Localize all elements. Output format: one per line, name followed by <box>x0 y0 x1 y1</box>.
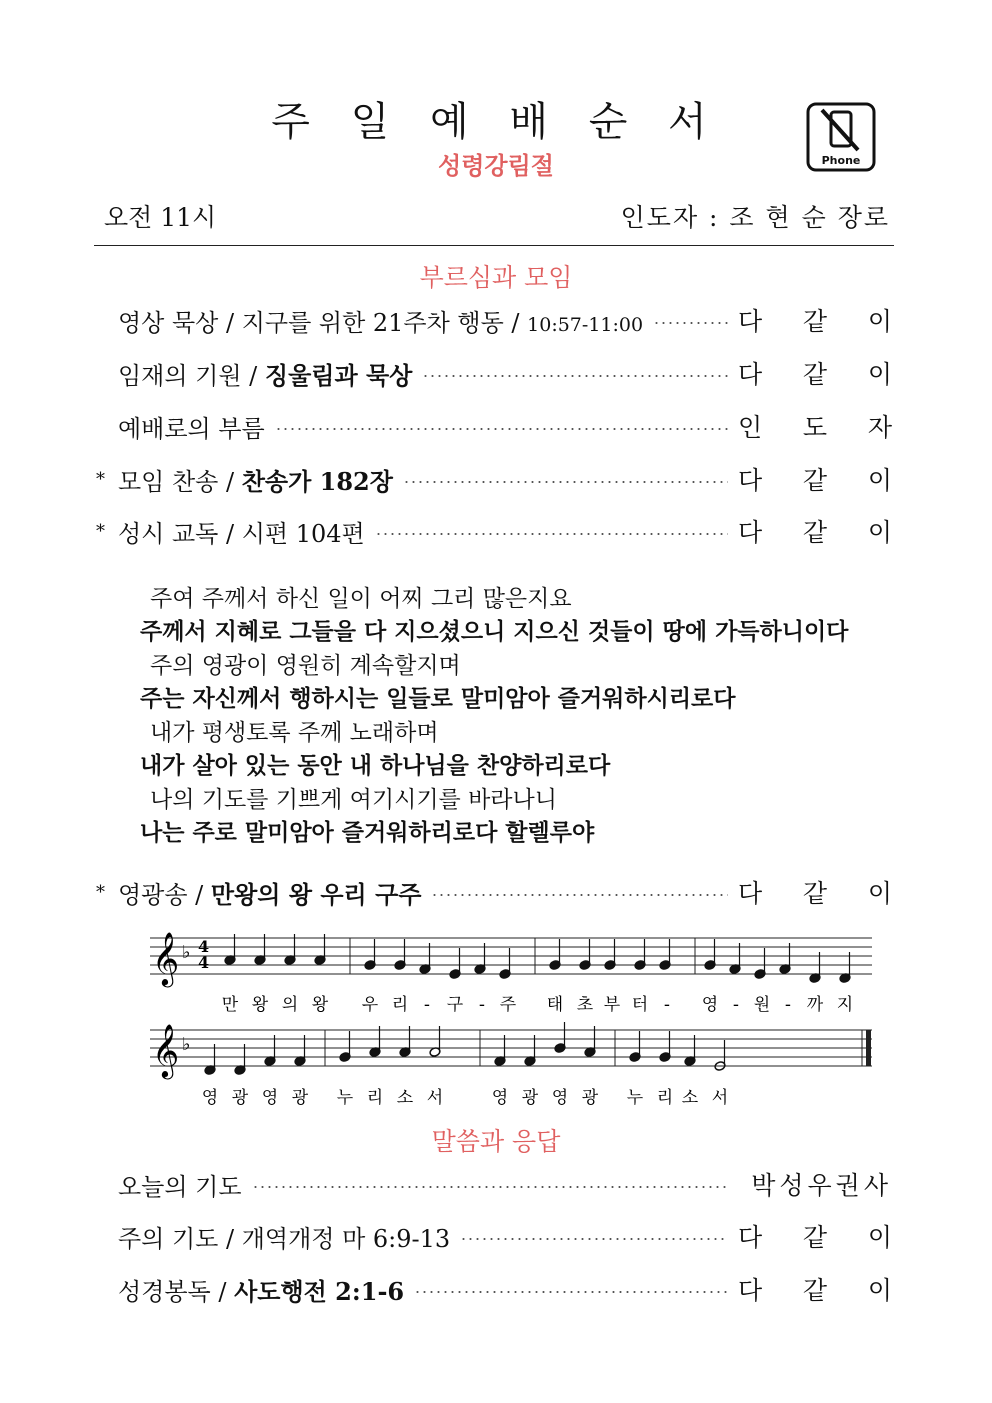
page-subtitle: 성령강림절 <box>438 152 554 180</box>
order-item-text: 오늘의 기도 <box>118 1172 242 1201</box>
lyric-syllable: - <box>663 995 671 1015</box>
order-item-who: 다 같 이 <box>738 360 892 389</box>
lyric-syllable: - <box>423 995 431 1015</box>
order-item-text: 성시 교독 / 시편 104편 <box>118 519 365 548</box>
order-item-text: 임재의 기원 / 징울림과 묵상 <box>118 360 413 390</box>
order-item <box>96 874 892 910</box>
order-item <box>96 1166 892 1202</box>
leader-dots <box>275 428 728 430</box>
lyric-syllable: 리 <box>366 1088 384 1108</box>
lyric-syllable: 초 <box>576 995 594 1015</box>
order-item <box>96 1271 892 1307</box>
order-item-text: 영상 묵상 / 지구를 위한 21주차 행동 / 10:57-11:00 <box>118 308 644 337</box>
lyric-syllable: 리 <box>656 1088 674 1108</box>
lyric-syllable: 원 <box>753 995 771 1015</box>
order-item-who: 다 같 이 <box>738 518 892 547</box>
lyric-syllable: 왕 <box>251 995 269 1015</box>
time-signature-bottom: 4 <box>198 953 210 972</box>
order-item <box>96 408 892 444</box>
psalm-response-line: 내가 살아 있는 동안 내 하나님을 찬양하리로다 <box>140 753 611 779</box>
lyric-syllable: 영 <box>261 1088 279 1108</box>
leader-dots <box>422 375 728 377</box>
flat-icon: ♭ <box>182 942 191 963</box>
lyric-syllable: 영 <box>491 1088 509 1108</box>
service-time: 오전 11시 <box>104 203 217 232</box>
leader-dots <box>252 1186 728 1188</box>
order-item-who: 다 같 이 <box>738 879 892 908</box>
lyric-syllable: 누 <box>336 1088 354 1108</box>
treble-clef-icon: 𝄞 <box>152 931 180 985</box>
order-item-text: 주의 기도 / 개역개정 마 6:9-13 <box>118 1224 451 1253</box>
lyric-syllable: 부 <box>603 995 621 1015</box>
order-item <box>96 302 892 338</box>
leader-dots <box>403 481 728 483</box>
order-item <box>96 355 892 391</box>
lyric-syllable: 광 <box>291 1088 309 1108</box>
leader-dots <box>375 533 728 535</box>
order-item-text: 예배로의 부름 <box>118 414 265 443</box>
psalm-lead-line: 주의 영광이 영원히 계속할지며 <box>150 653 461 679</box>
no-phone-icon <box>806 102 876 172</box>
treble-clef-icon: 𝄞 <box>152 1023 180 1077</box>
staff-line-2 <box>150 1022 872 1079</box>
order-item-who: 다 같 이 <box>738 1276 892 1305</box>
standing-mark: * <box>96 881 105 903</box>
lyric-syllable: 리 <box>391 995 409 1015</box>
doxology-score <box>150 928 880 1118</box>
lyric-syllable: 구 <box>446 995 464 1015</box>
lyric-syllable: 지 <box>836 995 854 1015</box>
lyric-syllable: - <box>478 995 486 1015</box>
lyric-syllable: 터 <box>631 995 649 1015</box>
final-bar <box>866 1030 871 1066</box>
order-item <box>96 461 892 497</box>
psalm-lead-line: 주여 주께서 하신 일이 어찌 그리 많은지요 <box>150 586 572 612</box>
psalm-lead-line: 내가 평생토록 주께 노래하며 <box>150 720 439 746</box>
lyric-syllable: 누 <box>626 1088 644 1108</box>
psalm-response-line: 나는 주로 말미암아 즐거워하리로다 할렐루야 <box>140 820 595 846</box>
lyrics-line-1 <box>222 994 853 1015</box>
leader-dots <box>460 1238 728 1240</box>
lyric-syllable: 서 <box>426 1088 444 1108</box>
order-item <box>96 513 892 549</box>
lyric-syllable: 광 <box>521 1088 539 1108</box>
lyric-syllable: - <box>732 995 740 1015</box>
lyrics-line-2 <box>202 1087 728 1108</box>
order-item-text: 성경봉독 / 사도행전 2:1-6 <box>118 1276 405 1306</box>
flat-icon: ♭ <box>182 1034 191 1055</box>
phone-label: Phone <box>821 154 861 167</box>
section-heading-word: 말씀과 응답 <box>431 1127 561 1156</box>
order-item <box>96 1218 892 1254</box>
standing-mark: * <box>96 520 105 542</box>
lyric-syllable: 만 <box>221 995 239 1015</box>
lyric-syllable: 소 <box>681 1088 699 1108</box>
lyric-syllable: 서 <box>711 1088 729 1108</box>
lyric-syllable: 우 <box>361 995 379 1015</box>
lyric-syllable: 왕 <box>311 995 329 1015</box>
staff-line-1 <box>150 931 872 987</box>
standing-mark: * <box>96 468 105 490</box>
lyric-syllable: 까 <box>806 995 824 1015</box>
psalm-response-line: 주는 자신께서 행하시는 일들로 말미암아 즐거워하시리로다 <box>140 686 736 712</box>
order-item-who: 다 같 이 <box>738 307 892 336</box>
lyric-syllable: 태 <box>546 995 564 1015</box>
lyric-syllable: 영 <box>551 1088 569 1108</box>
lyric-syllable: 주 <box>499 995 517 1015</box>
order-item-text: 모임 찬송 / 찬송가 182장 <box>118 466 393 496</box>
lyric-syllable: - <box>784 995 792 1015</box>
psalm-lead-line: 나의 기도를 기쁘게 여기시기를 바라나니 <box>150 787 557 813</box>
lyric-syllable: 소 <box>396 1088 414 1108</box>
lyric-syllable: 광 <box>581 1088 599 1108</box>
lyric-syllable: 의 <box>281 995 299 1015</box>
leader-dots <box>431 894 728 896</box>
section-heading-gathering: 부르심과 모임 <box>419 263 573 292</box>
lyric-syllable: 영 <box>701 995 719 1015</box>
order-item-text: 영광송 / 만왕의 왕 우리 구주 <box>118 879 422 909</box>
header-divider <box>94 245 894 246</box>
psalm-response-line: 주께서 지혜로 그들을 다 지으셨으니 지으신 것들이 땅에 가득하니이다 <box>140 619 849 645</box>
service-leader: 인도자 : 조 현 순 장로 <box>620 203 890 232</box>
order-item-who: 인 도 자 <box>738 413 892 442</box>
page-title: 주 일 예 배 순 서 <box>271 99 721 145</box>
order-item-who: 다 같 이 <box>738 1223 892 1252</box>
order-item-who: 박성우권사 <box>751 1171 892 1200</box>
order-item-who: 다 같 이 <box>738 466 892 495</box>
lyric-syllable: 광 <box>231 1088 249 1108</box>
time-signature-top: 4 <box>198 937 210 956</box>
leader-dots <box>653 322 728 324</box>
leader-dots <box>414 1291 728 1293</box>
lyric-syllable: 영 <box>201 1088 219 1108</box>
